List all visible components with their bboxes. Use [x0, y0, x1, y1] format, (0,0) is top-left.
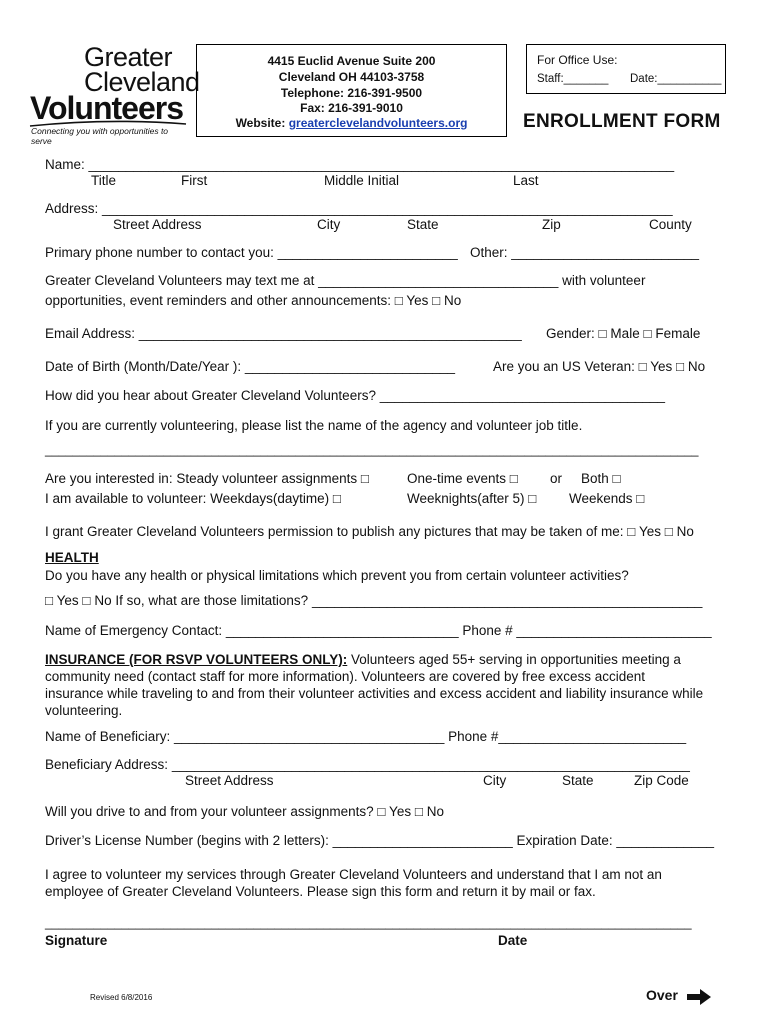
contact-info-box [196, 44, 507, 137]
insurance-line-1 [45, 652, 681, 667]
veteran-checkboxes[interactable]: Are you an US Veteran: □ Yes □ No [493, 359, 706, 374]
insurance-text-4: volunteering. [45, 703, 123, 718]
health-heading: HEALTH [45, 550, 99, 565]
photo-permission-checkboxes[interactable]: I grant Greater Cleveland Volunteers permission to publish any pictures that may be taken of me: □ Yes □ No [45, 524, 694, 539]
hear-about-field[interactable]: How did you hear about Greater Cleveland Volunteers? ______________________________________ [45, 388, 666, 403]
org-telephone: Telephone: 216-391-9500 [280, 86, 423, 100]
org-city: Cleveland OH 44103-3758 [278, 70, 425, 84]
signature-label: Signature [45, 933, 108, 948]
name-sub-title: Title [91, 173, 117, 188]
name-sub-first: First [181, 173, 208, 188]
address-sub-state: State [407, 217, 439, 232]
website-link[interactable]: greaterclevelandvolunteers.org [288, 116, 468, 130]
office-staff-field[interactable]: Staff:_______ [537, 73, 609, 85]
text-number-field[interactable]: Greater Cleveland Volunteers may text me at ________________________________ with volunteer [45, 273, 646, 288]
logo-line-greater: Greater [84, 42, 173, 72]
logo-line-cleveland: Cleveland [84, 67, 200, 97]
email-field[interactable]: Email Address: ___________________________________________________ [45, 326, 522, 341]
name-field[interactable]: Name: ______________________________________________________________________________ [45, 157, 675, 172]
health-question: Do you have any health or physical limitations which prevent you from certain volunteer activities? [45, 568, 629, 583]
org-fax: Fax: 216-391-9010 [300, 101, 403, 115]
drive-checkboxes[interactable]: Will you drive to and from your volunteer assignments? □ Yes □ No [45, 804, 444, 819]
address-sub-county: County [649, 217, 692, 232]
beneficiary-field[interactable]: Name of Beneficiary: ____________________________________ Phone #_________________________ [45, 729, 687, 744]
agreement-text-1: I agree to volunteer my services through Greater Cleveland Volunteers and understand that I am not an [45, 867, 662, 882]
form-title: ENROLLMENT FORM [523, 111, 721, 132]
current-volunteering-field[interactable]: ______________________________________________________________________________________________ [45, 443, 699, 457]
logo-line-volunteers: Volunteers [30, 90, 183, 126]
beneficiary-address-field[interactable]: Beneficiary Address: _____________________________________________________________________ [45, 757, 690, 772]
over-label: Over [646, 987, 678, 1003]
interest-or-label: or [550, 471, 563, 486]
revised-date: Revised 6/8/2016 [90, 993, 153, 1002]
office-use-box [526, 44, 726, 94]
address-sub-zip: Zip [542, 217, 561, 232]
ben-sub-zip: Zip Code [634, 773, 689, 788]
name-sub-last: Last [513, 173, 539, 188]
dob-field[interactable]: Date of Birth (Month/Date/Year ): ____________________________ [45, 359, 456, 374]
available-weekdays-checkbox[interactable]: I am available to volunteer: Weekdays(daytime) □ [45, 491, 342, 506]
logo-tagline: Connecting you with opportunities to serve [31, 126, 169, 146]
primary-phone-field[interactable]: Primary phone number to contact you: ________________________ [45, 245, 458, 260]
arrow-right-icon [686, 988, 712, 1006]
organization-logo [26, 42, 200, 146]
available-weeknights-checkbox[interactable]: Weeknights(after 5) □ [407, 491, 537, 506]
insurance-text-3: insurance while traveling to and from their volunteer activities and excess accident and liability insurance while [45, 686, 704, 701]
org-website-row [197, 116, 506, 130]
website-label: Website: [235, 116, 286, 130]
org-street: 4415 Euclid Avenue Suite 200 [267, 54, 436, 68]
ben-sub-state: State [562, 773, 594, 788]
office-use-heading: For Office Use: [537, 53, 618, 67]
gender-checkboxes[interactable]: Gender: □ Male □ Female [546, 326, 701, 341]
text-consent-checkboxes[interactable]: opportunities, event reminders and other announcements: □ Yes □ No [45, 293, 462, 308]
interest-both-checkbox[interactable]: Both □ [581, 471, 621, 486]
address-field[interactable]: Address: ____________________________________________________________________________ [45, 201, 673, 216]
insurance-text-2: community need (contact staff for more information). Volunteers are covered by free excess accident [45, 669, 646, 684]
license-field[interactable]: Driver’s License Number (begins with 2 letters): ________________________ Expiration Date: _____________ [45, 833, 714, 848]
name-sub-middle: Middle Initial [324, 173, 400, 188]
ben-sub-city: City [483, 773, 507, 788]
address-sub-city: City [317, 217, 341, 232]
agreement-text-2: employee of Greater Cleveland Volunteers. Please sign this form and return it by mail or fax. [45, 884, 596, 899]
emergency-contact-field[interactable]: Name of Emergency Contact: _______________________________ Phone # __________________________ [45, 623, 712, 638]
signature-field[interactable]: _____________________________________________________________________________________________ [45, 916, 692, 930]
insurance-heading: INSURANCE (FOR RSVP VOLUNTEERS ONLY): [45, 652, 348, 667]
office-date-field[interactable]: Date:__________ [630, 73, 722, 85]
available-weekends-checkbox[interactable]: Weekends □ [569, 491, 645, 506]
other-phone-field[interactable]: Other: _________________________ [470, 245, 699, 260]
interest-steady-checkbox[interactable]: Are you interested in: Steady volunteer assignments □ [45, 471, 370, 486]
ben-sub-street: Street Address [185, 773, 274, 788]
address-sub-street: Street Address [113, 217, 202, 232]
health-limitations-field[interactable]: □ Yes □ No If so, what are those limitations? ____________________________________________________ [45, 593, 703, 608]
interest-onetime-checkbox[interactable]: One-time events □ [407, 471, 518, 486]
date-label: Date [498, 933, 528, 948]
insurance-text-1: Volunteers aged 55+ serving in opportunities meeting a [347, 652, 681, 667]
current-volunteering-question: If you are currently volunteering, please list the name of the agency and volunteer job title. [45, 418, 583, 433]
